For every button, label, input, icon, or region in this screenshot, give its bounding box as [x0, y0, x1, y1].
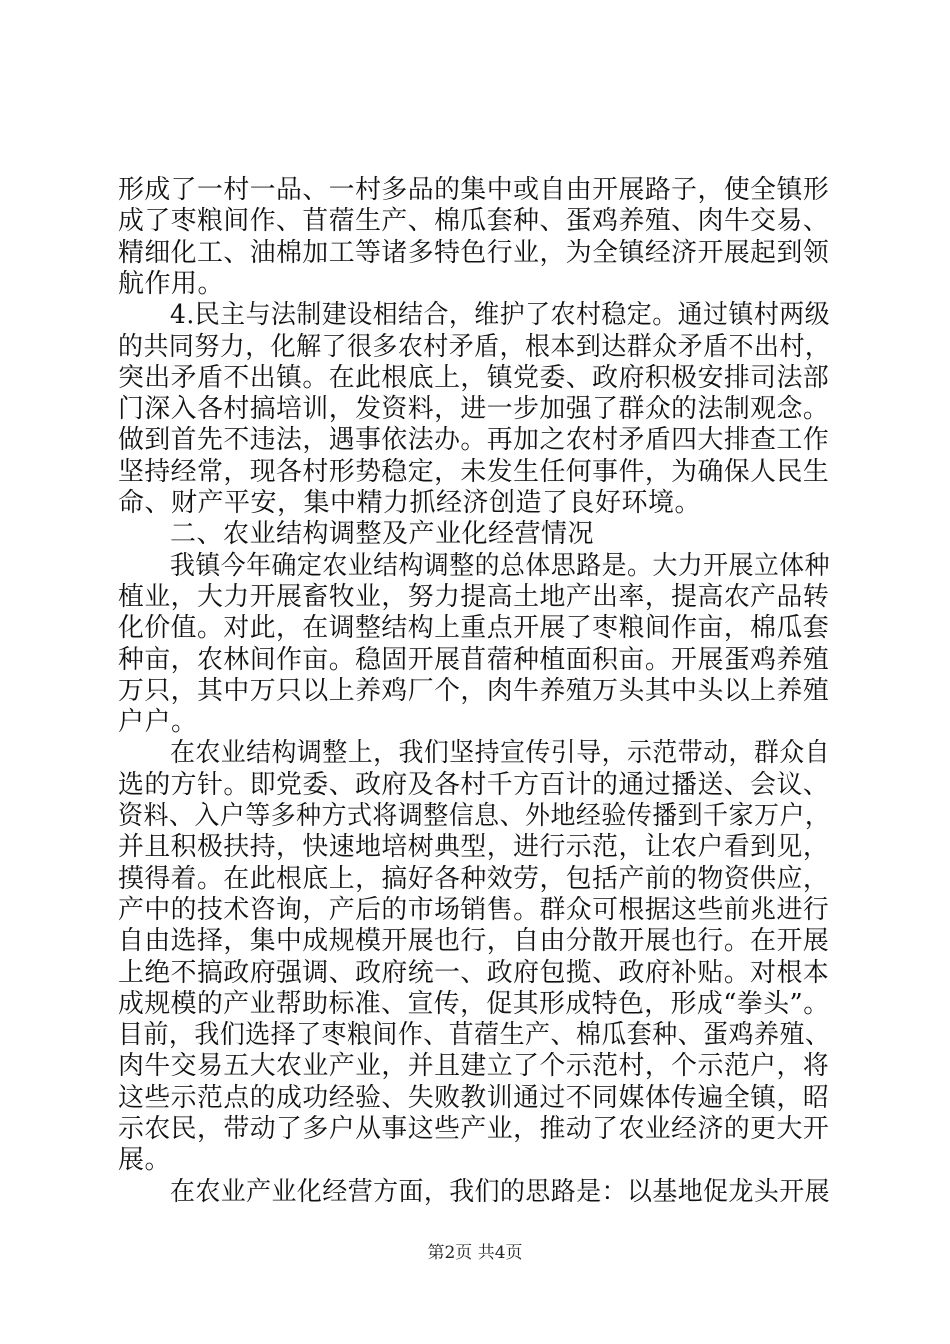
- text-line: 精细化工、油棉加工等诸多特色行业，为全镇经济开展起到领: [118, 238, 830, 268]
- text-line: 摸得着。在此根底上，搞好各种效劳，包括产前的物资供应，: [118, 864, 830, 894]
- text-line: 自由选择，集中成规模开展也行，自由分散开展也行。在开展: [118, 926, 830, 956]
- text-line: 产中的技术咨询，产后的市场销售。群众可根据这些前兆进行: [118, 895, 830, 925]
- text-line: 上绝不搞政府强调、政府统一、政府包揽、政府补贴。对根本: [118, 958, 830, 988]
- text-line: 户户。: [118, 707, 198, 737]
- text-line: 目前，我们选择了枣粮间作、苜蓿生产、棉瓜套种、蛋鸡养殖、: [118, 1020, 831, 1050]
- text-line: 4.民主与法制建设相结合，维护了农村稳定。通过镇村两级: [170, 300, 831, 330]
- text-line: 我镇今年确定农业结构调整的总体思路是。大力开展立体种: [170, 551, 831, 581]
- text-line: 命、财产平安，集中精力抓经济创造了良好环境。: [118, 488, 702, 518]
- text-line: 植业，大力开展畜牧业，努力提高土地产出率，提高农产品转: [118, 582, 830, 612]
- text-line: 并且积极扶持，快速地培树典型，进行示范，让农户看到见，: [118, 832, 830, 862]
- text-line: 这些示范点的成功经验、失败教训通过不同媒体传遍全镇，昭: [118, 1083, 830, 1113]
- text-line: 坚持经常，现各村形势稳定，未发生任何事件，为确保人民生: [118, 457, 830, 487]
- text-line: 万只，其中万只以上养鸡厂个，肉牛养殖万头其中头以上养殖: [118, 676, 830, 706]
- text-line: 示农民，带动了多户从事这些产业，推动了农业经济的更大开: [118, 1114, 830, 1144]
- text-line: 成规模的产业帮助标准、宣传，促其形成特色，形成“拳头”。: [118, 989, 830, 1019]
- text-line: 种亩，农林间作亩。稳固开展苜蓿种植面积亩。开展蛋鸡养殖: [118, 645, 830, 675]
- text-line: 做到首先不违法，遇事依法办。再加之农村矛盾四大排查工作: [118, 425, 830, 455]
- text-line: 选的方针。即党委、政府及各村千方百计的通过播送、会议、: [118, 770, 830, 800]
- text-line: 化价值。对此，在调整结构上重点开展了枣粮间作亩，棉瓜套: [118, 613, 830, 643]
- text-line: 肉牛交易五大农业产业，并且建立了个示范村，个示范户，将: [118, 1051, 830, 1081]
- text-line: 资料、入户等多种方式将调整信息、外地经验传播到千家万户，: [118, 801, 831, 831]
- text-line: 在农业产业化经营方面，我们的思路是：以基地促龙头开展: [170, 1177, 831, 1207]
- text-line: 形成了一村一品、一村多品的集中或自由开展路子，使全镇形: [118, 175, 830, 205]
- text-line: 成了枣粮间作、苜蓿生产、棉瓜套种、蛋鸡养殖、肉牛交易、: [118, 206, 830, 236]
- text-line: 展。: [118, 1145, 172, 1175]
- text-line: 的共同努力，化解了很多农村矛盾，根本到达群众矛盾不出村，: [118, 332, 831, 362]
- text-line: 突出矛盾不出镇。在此根底上，镇党委、政府积极安排司法部: [118, 363, 830, 393]
- page-footer: 第2页 共4页: [427, 1243, 523, 1263]
- section-heading: 二、农业结构调整及产业化经营情况: [170, 519, 595, 549]
- text-line: 在农业结构调整上，我们坚持宣传引导，示范带动，群众自: [170, 738, 831, 768]
- text-line: 门深入各村搞培训，发资料，进一步加强了群众的法制观念。: [118, 394, 830, 424]
- text-line: 航作用。: [118, 269, 225, 299]
